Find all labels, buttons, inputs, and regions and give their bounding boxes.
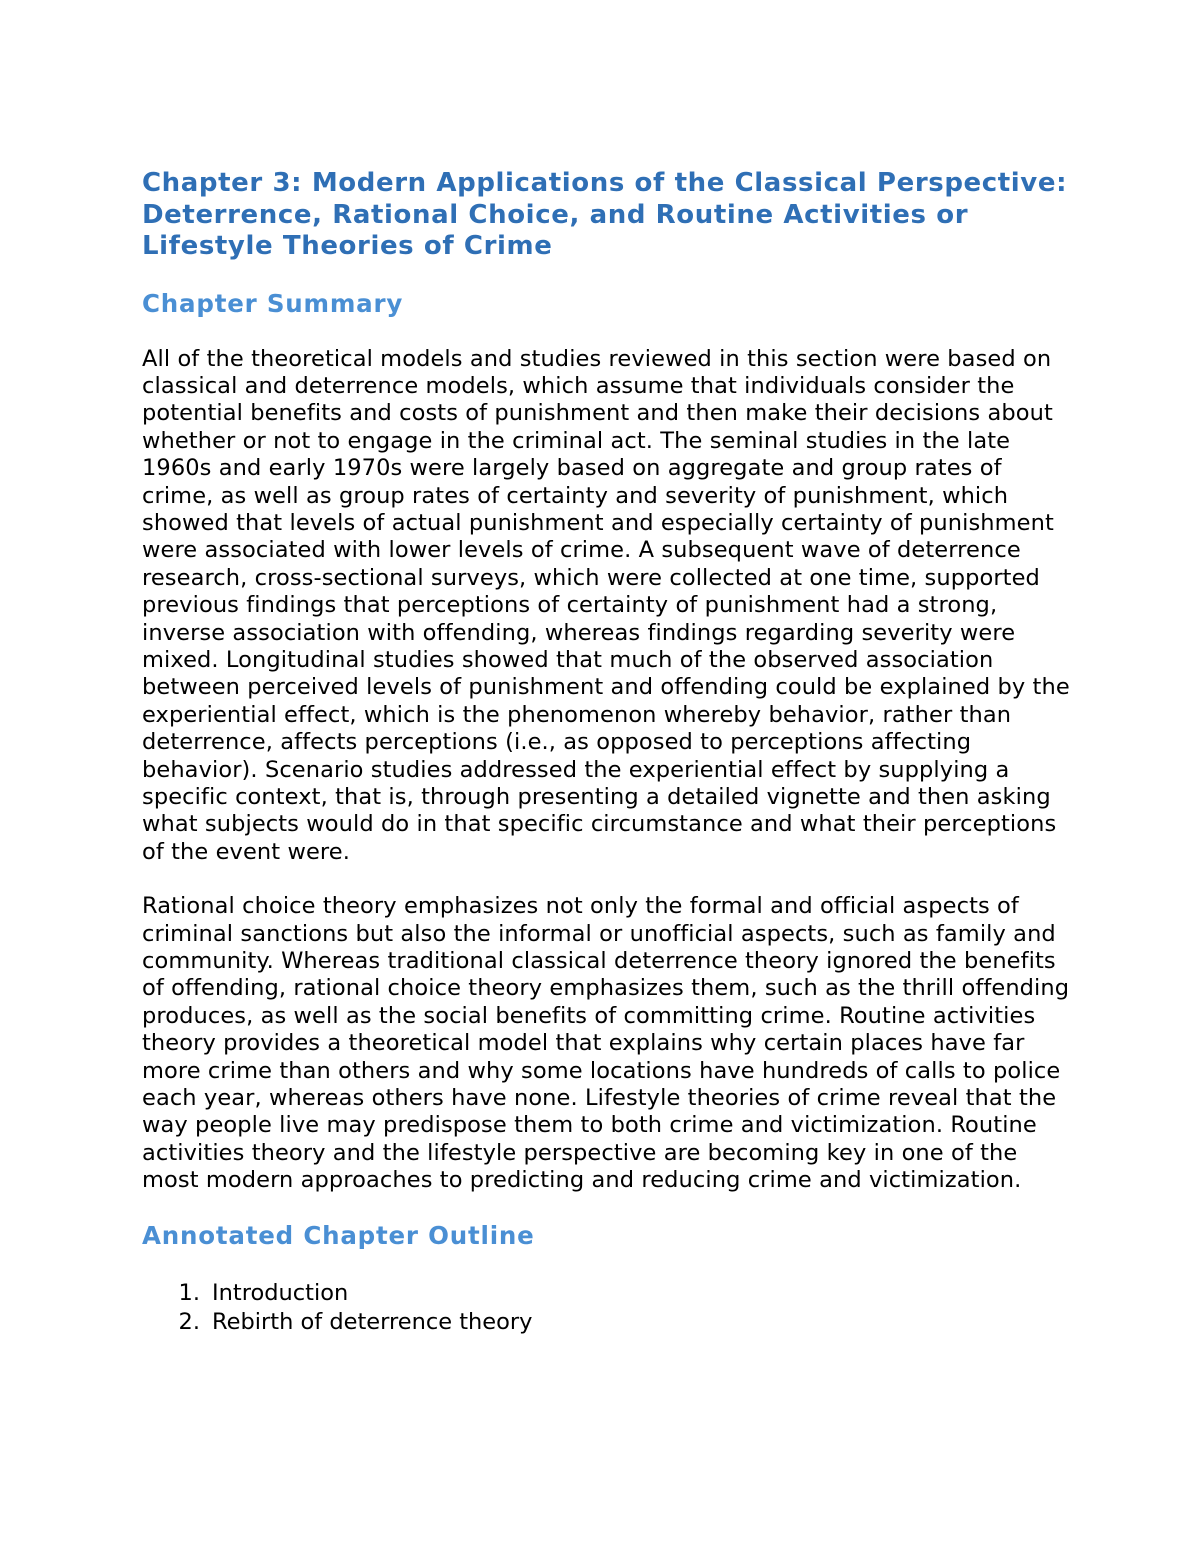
outline-item-label: Introduction [212, 1279, 349, 1306]
outline-item [142, 1308, 1072, 1338]
outline-item-label: Rebirth of deterrence theory [212, 1309, 533, 1336]
summary-paragraph-2: Rational choice theory emphasizes not only the formal and official aspects of criminal sanctions but also the informal or unofficial aspects, such as family and community. Whereas traditional classical deterrence theory ignored the benefits of offending, rational choice theory emphasizes them, such as the thrill offending produces, as well as the social benefits of committing crime. Routine activities theory provides a theoretical model that explains why certain places have far more crime than others and why some locations have hundreds of calls to police each year, whereas others have none. Lifestyle theories of crime reveal that the way people live may predispose them to both crime and victimization. Routine activities theory and the lifestyle perspective are becoming key in one of the most modern approaches to predicting and reducing crime and victimization. [142, 893, 1070, 1194]
document-content [142, 168, 1072, 1338]
outline-list [142, 1279, 1072, 1338]
outline-item-number: 2. [178, 1309, 200, 1336]
outline-item [142, 1279, 1072, 1309]
annotated-outline-heading: Annotated Chapter Outline [142, 1220, 535, 1250]
chapter-title: Chapter 3: Modern Applications of the Classical Perspective: Deterrence, Rational Choice, and Routine Activities or Lifestyle Theories of Crime [142, 168, 1068, 261]
summary-paragraph-1: All of the theoretical models and studies reviewed in this section were based on classical and deterrence models, which assume that individuals consider the potential benefits and costs of punishment and then make their decisions about whether or not to engage in the criminal act. The seminal studies in the late 1960s and early 1970s were largely based on aggregate and group rates of crime, as well as group rates of certainty and severity of punishment, which showed that levels of actual punishment and especially certainty of punishment were associated with lower levels of crime. A subsequent wave of deterrence research, cross-sectional surveys, which were collected at one time, supported previous findings that perceptions of certainty of punishment had a strong, inverse association with offending, whereas findings regarding severity were mixed. Longitudinal studies showed that much of the observed association between perceived levels of punishment and offending could be explained by the experiential effect, which is the phenomenon whereby behavior, rather than deterrence, affects perceptions (i.e., as opposed to perceptions affecting behavior). Scenario studies addressed the experiential effect by supplying a specific context, that is, through presenting a detailed vignette and then asking what subjects would do in that specific circumstance and what their perceptions of the event were. [142, 345, 1070, 865]
chapter-summary-heading: Chapter Summary [142, 288, 404, 318]
outline-item-number: 1. [178, 1279, 200, 1306]
